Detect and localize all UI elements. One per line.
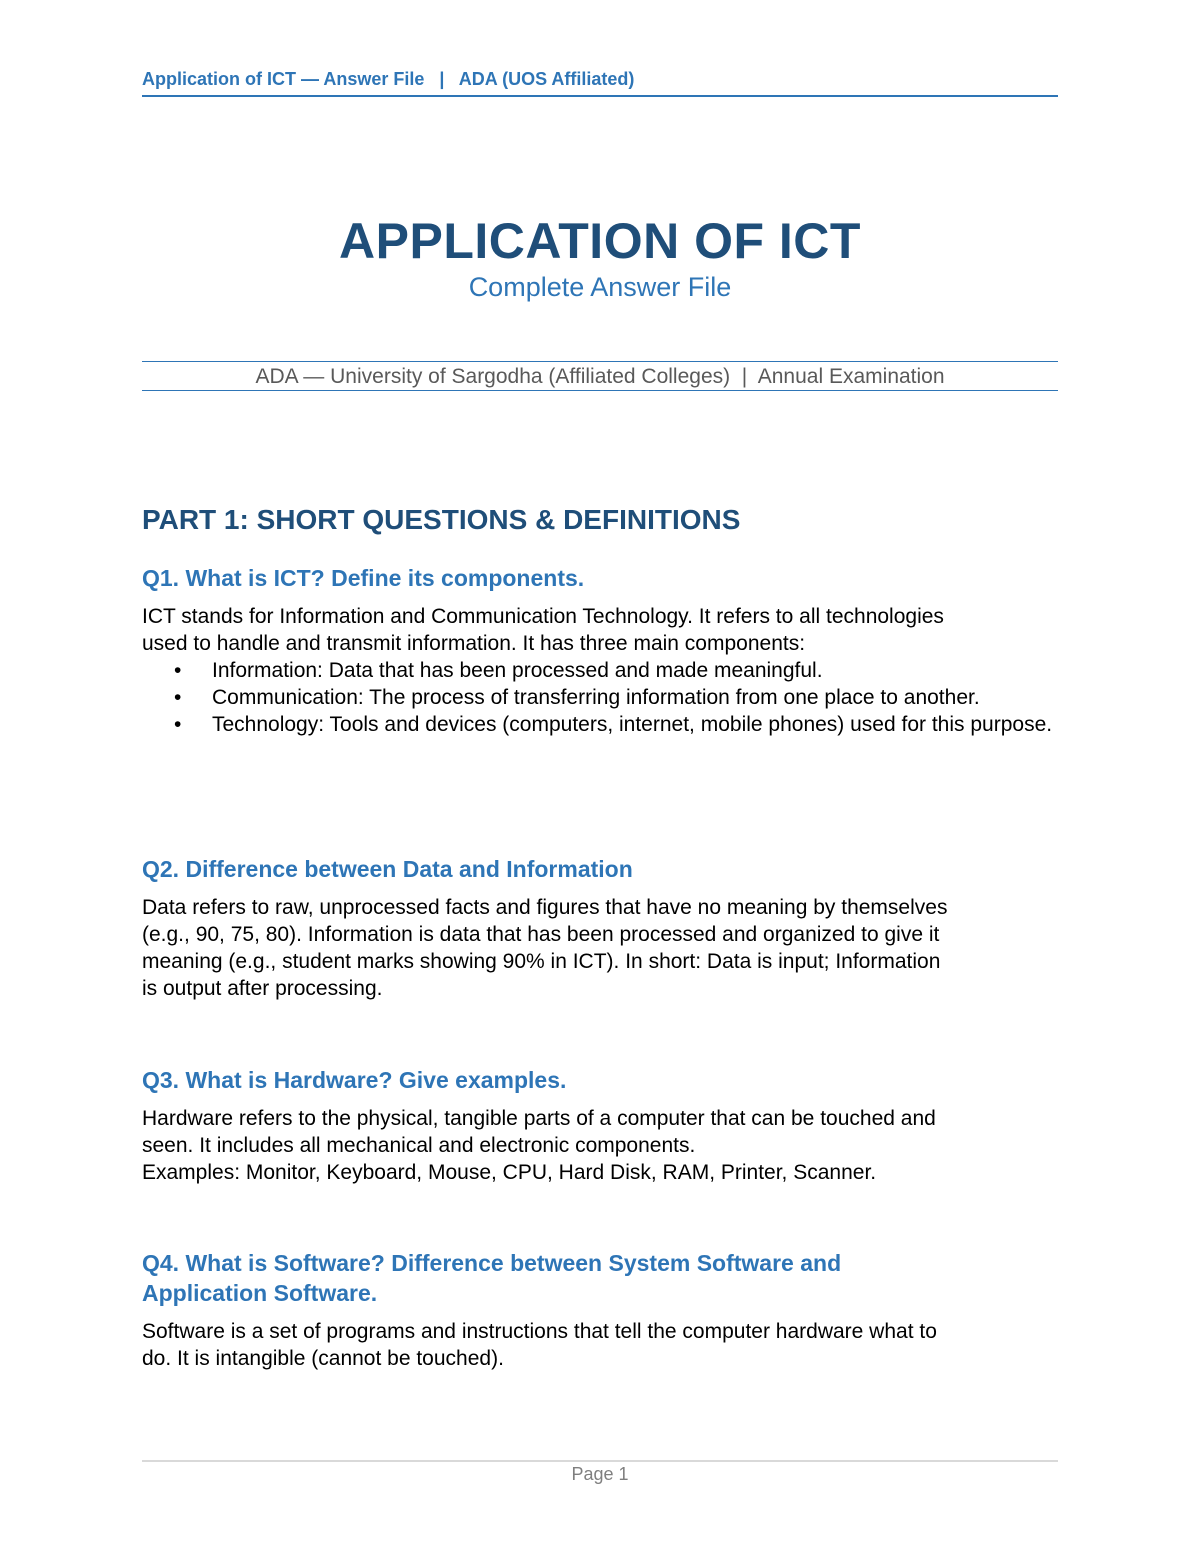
answer-line: (e.g., 90, 75, 80). Information is data that has been processed and organized to give it (142, 923, 940, 946)
header-left: Application of ICT — Answer File (142, 69, 425, 89)
answer-line: Hardware refers to the physical, tangible parts of a computer that can be touched and (142, 1107, 936, 1130)
answer-paragraph-q4 (142, 1318, 1058, 1372)
answer-line: used to handle and transmit information. It has three main components: (142, 632, 806, 655)
info-rule-top (142, 361, 1058, 362)
list-item (142, 711, 1058, 738)
list-item-text: Communication: The process of transferring information from one place to another. (212, 686, 980, 709)
document-subtitle: Complete Answer File (468, 272, 732, 302)
answer-line: meaning (e.g., student marks showing 90% in ICT). In short: Data is input; Information (142, 950, 941, 973)
bullet-icon: • (174, 659, 182, 682)
answer-line: do. It is intangible (cannot be touched). (142, 1347, 504, 1370)
components-bullet-list (142, 657, 1058, 738)
footer-rule (142, 1460, 1058, 1462)
answer-paragraph-q3 (142, 1105, 1058, 1186)
question-heading-q2: Q2. Difference between Data and Information (142, 856, 633, 882)
page-header (142, 68, 1058, 97)
answer-paragraph-q1 (142, 603, 1058, 657)
info-rule-bottom (142, 390, 1058, 391)
header-text (142, 69, 634, 90)
institution-info-line: ADA — University of Sargodha (Affiliated Colleges) | Annual Examination (255, 365, 945, 388)
answer-paragraph-q2 (142, 894, 1058, 1002)
answer-line: is output after processing. (142, 977, 383, 1000)
answer-line: Software is a set of programs and instructions that tell the computer hardware what to (142, 1320, 937, 1343)
part-heading: PART 1: SHORT QUESTIONS & DEFINITIONS (142, 504, 741, 535)
bullet-icon: • (174, 686, 182, 709)
header-separator: | (439, 69, 445, 89)
answer-line: seen. It includes all mechanical and electronic components. (142, 1134, 696, 1157)
question-heading-q1: Q1. What is ICT? Define its components. (142, 565, 585, 591)
answer-line: Data refers to raw, unprocessed facts and figures that have no meaning by themselves (142, 896, 948, 919)
answer-line: ICT stands for Information and Communication Technology. It refers to all technologies (142, 605, 944, 628)
list-item (142, 684, 1058, 711)
list-item-text: Technology: Tools and devices (computers, internet, mobile phones) used for this purpose. (212, 713, 1053, 736)
list-item (142, 657, 1058, 684)
page-number: Page 1 (571, 1464, 629, 1484)
answer-line: Examples: Monitor, Keyboard, Mouse, CPU, Hard Disk, RAM, Printer, Scanner. (142, 1161, 877, 1184)
heading-line: Q4. What is Software? Difference between System Software and (142, 1250, 842, 1276)
list-item-text: Information: Data that has been processed and made meaningful. (212, 659, 823, 682)
header-right: ADA (UOS Affiliated) (458, 69, 635, 89)
heading-line: Application Software. (142, 1280, 378, 1306)
question-heading-q4 (142, 1248, 1022, 1308)
document-title: APPLICATION OF ICT (339, 213, 861, 269)
question-heading-q3: Q3. What is Hardware? Give examples. (142, 1067, 567, 1093)
bullet-icon: • (174, 713, 182, 736)
